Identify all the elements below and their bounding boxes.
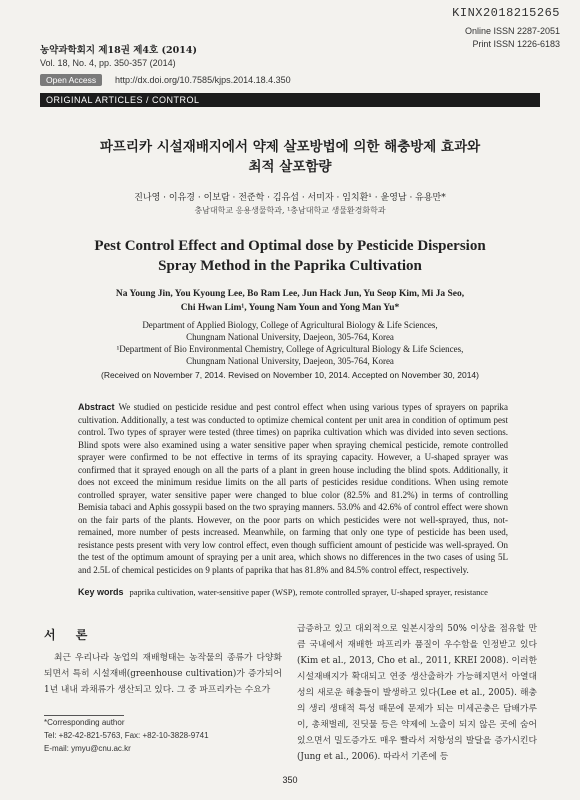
affiliation-ko: 충남대학교 응용생물학과, ¹충남대학교 생물환경화학과	[194, 206, 386, 215]
authors-en-line2: Chi Hwan Lim¹, Young Nam Youn and Yong Man Yu*	[180, 303, 400, 313]
author-phone-fax: Tel: +82-42-821-5763, Fax: +82-10-3828-9741	[44, 731, 209, 740]
authors-ko: 진나영 · 이유경 · 이보람 · 전준학 · 김유섭 · 서미자 · 임치환¹ · 윤영남 · 유용만*	[134, 193, 446, 203]
journal-name-ko: 농약과학회지 제18권 제4호 (2014)	[40, 45, 197, 56]
print-issn: Print ISSN 1226-6183	[472, 39, 560, 49]
body-text-left: 최근 우리나라 농업의 재배형태는 농작물의 종류가 다양화되면서 특히 시설재배(greenhouse cultivation)가 증가되어 1년 내내 과채류가 생산되고 있다. 그 중 파프리카는 수요가	[44, 653, 282, 695]
title-en-line1: Pest Control Effect and Optimal dose by Pesticide Dispersion	[94, 238, 486, 254]
footnote-divider	[44, 715, 124, 716]
archive-code: KINX2018215265	[452, 6, 560, 20]
abstract-label: Abstract	[78, 402, 115, 412]
authors-en-line1: Na Young Jin, You Kyoung Lee, Bo Ram Lee, Jun Hack Jun, Yu Seop Kim, Mi Ja Seo,	[115, 289, 465, 299]
keywords	[78, 587, 518, 597]
page-number: 350	[282, 775, 298, 785]
affiliation-en-line1: Department of Applied Biology, College of Agricultural Biology & Life Sciences,	[142, 320, 438, 330]
open-access-badge: Open Access	[40, 74, 102, 86]
body-text-right: 급증하고 있고 대외적으로 일본시장의 50% 이상을 점유할 만큼 국내에서 재배한 파프리카 품질이 우수함을 인정받고 있다(Kim et al., 2013, Cho et al., 2011, KREI 2008). 이러한 시설재배지가 확대되고 연중 생산출하가 가능해지면서 아열대성의 새로운 해충들이 발생하고 있다(Lee et al., 2005). 해충의 생리 생태적 특성 때문에 문제가 되는 미세곤충은 담배가루이, 총채벌레, 진딧물 등은 약제에 노출이 되지 않은 곳에 숨어있으면서 밀도증가도 매우 빨라서 저항성의 발달을 증가시킨다(Jung et al., 2006). 따라서 기존에 등	[297, 624, 537, 762]
author-email[interactable]: E-mail: ymyu@cnu.ac.kr	[44, 744, 131, 753]
title-ko-line2: 최적 살포함량	[248, 159, 332, 175]
keywords-text: paprika cultivation, water-sensitive paper (WSP), remote controlled sprayer, U-shaped sprayer, resistance	[129, 587, 488, 597]
affiliation-en-line2: Chungnam National University, Daejeon, 305-764, Korea	[186, 332, 394, 342]
title-ko-line1: 파프리카 시설재배지에서 약제 살포방법에 의한 해충방제 효과와	[99, 139, 481, 155]
abstract-text: We studied on pesticide residue and pest control effect when using various types of sprayers on paprika cultivation. Additionally, a test was conducted to optimize chemical content per unit area in condition of optimum pest control. Two types of sprayer were tested (three times) on paprika cultivation which was divided into seven sections. Blind spots were also examined using a water sensitive paper when spraying chemical pesticide, remote controlled sprayer were confirmed to be not effective in terms of its spraying capacity. However, a U-shaped sprayer was confirmed that it sprayed enough on all the parts of a plant in green house including the blind spots. Additionally, it does not exceed the minimum residue limits on the all parts of pesticides residue conditions. When using remote controlled sprayer, water sensitive paper were changed to blue color (82.5% and 81.2%) in terms of controlling Bemisia tabaci and Aphis gossypii based on the two spraying manners. 53.0% and 42.6% of control effect were shown on the fair parts of the plants. However, on the poor parts on which pesticides were not well-sprayed, thus, not-remained, more number of pests increased. Meanwhile, on farming that only one type of pesticide has been used, resistance pests present with very low control effect, even though sufficient amount of pesticide was well-sprayed. On the test of the optimum amount of spraying per a unit area, which shows no differences in the two cases of using 5L and 2.5L of chemical pesticides on 9 plants of paprika that has 81.8% and 84.5% control effect, respectively.	[78, 402, 508, 575]
affiliation-en-line3: ¹Department of Bio Environmental Chemistry, College of Agricultural Biology & Life Sciences,	[116, 344, 464, 354]
volume-info: Vol. 18, No. 4, pp. 350-357 (2014)	[40, 58, 176, 68]
keywords-label: Key words	[78, 587, 124, 597]
online-issn: Online ISSN 2287-2051	[464, 26, 560, 36]
doi-link[interactable]: http://dx.doi.org/10.7585/kjps.2014.18.4.350	[115, 75, 291, 85]
abstract	[78, 401, 508, 576]
received-dates: (Received on November 7, 2014. Revised on November 10, 2014. Accepted on November 30, 2014)	[100, 370, 479, 380]
affiliation-en-line4: Chungnam National University, Daejeon, 305-764, Korea	[186, 356, 394, 366]
section-title-introduction: 서 론	[44, 628, 96, 642]
corresponding-author: *Corresponding author	[44, 718, 125, 727]
article-category-bar: ORIGINAL ARTICLES / CONTROL	[40, 93, 540, 107]
title-en-line2: Spray Method in the Paprika Cultivation	[158, 258, 422, 274]
